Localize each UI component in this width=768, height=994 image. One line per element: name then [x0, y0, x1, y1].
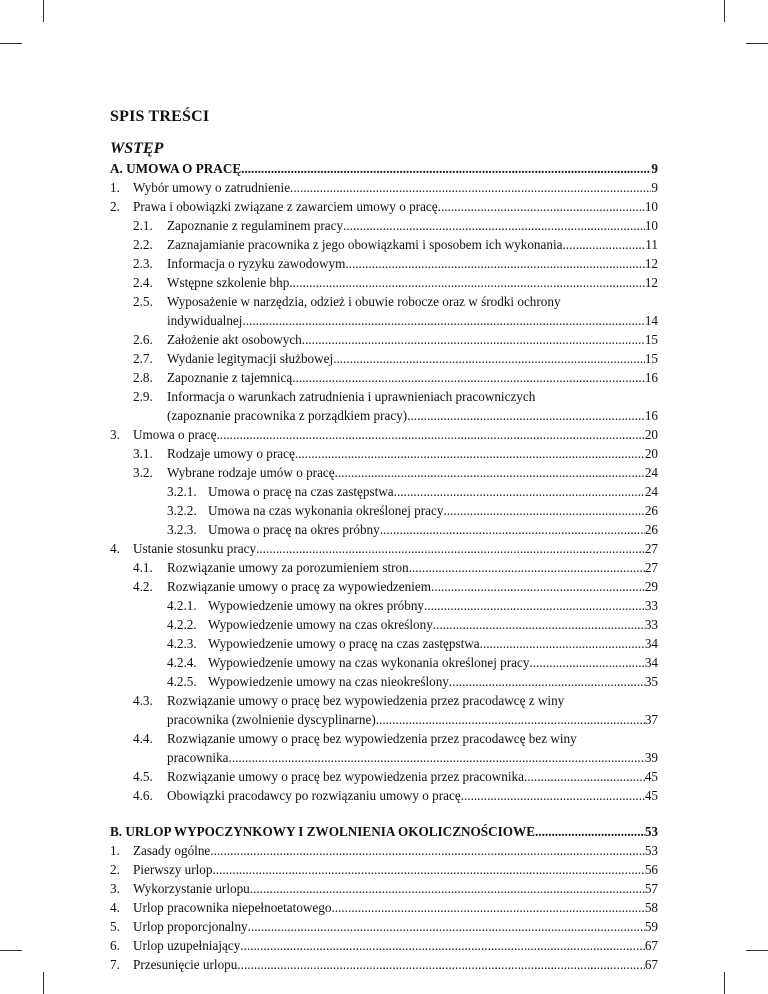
dot-leader — [524, 767, 645, 786]
entry-number: 3.2.1. — [167, 484, 197, 499]
entry-number: 2. — [110, 199, 120, 214]
toc-entry — [110, 178, 658, 197]
toc-entry-continuation — [110, 311, 658, 330]
toc-entry — [110, 387, 658, 406]
toc-entry — [110, 955, 658, 974]
entry-label: Rozwiązanie umowy o pracę bez wypowiedzenia przez pracownika — [167, 769, 524, 784]
page-number: 10 — [644, 218, 658, 233]
toc-entry — [110, 615, 658, 634]
dot-leader — [480, 634, 645, 653]
page-number: 37 — [644, 712, 658, 727]
page-number: 27 — [644, 541, 658, 556]
entry-number: 4. — [110, 900, 120, 915]
page-number: 9 — [651, 161, 658, 176]
entry-number: 4.2. — [133, 579, 153, 594]
entry-number: 1. — [110, 180, 120, 195]
page-number: 20 — [644, 446, 658, 461]
dot-leader — [335, 463, 645, 482]
entry-number: 2.3. — [133, 256, 153, 271]
page-number: 24 — [644, 465, 658, 480]
dot-leader — [443, 501, 644, 520]
page-number: 39 — [644, 750, 658, 765]
entry-number: 4.2.4. — [167, 655, 197, 670]
entry-number: 3.1. — [133, 446, 153, 461]
toc-entry — [110, 596, 658, 615]
dot-leader — [535, 822, 645, 841]
toc-entry — [110, 653, 658, 672]
crop-mark — [43, 0, 44, 22]
page-number: 45 — [644, 769, 658, 784]
dot-leader — [433, 615, 645, 634]
page-number: 58 — [644, 900, 658, 915]
toc-entry — [110, 860, 658, 879]
entry-label: indywidualnej — [167, 313, 243, 328]
entry-number: 4.5. — [133, 769, 153, 784]
toc-entry — [110, 482, 658, 501]
toc-entry — [110, 444, 658, 463]
entry-number: 3. — [110, 427, 120, 442]
page-number: 33 — [644, 598, 658, 613]
page-number: 45 — [644, 788, 658, 803]
entry-number: 2.9. — [133, 389, 153, 404]
entry-number: 4.4. — [133, 731, 153, 746]
toc-entry-continuation — [110, 748, 658, 767]
entry-label: Rozwiązanie umowy za porozumieniem stron — [167, 560, 409, 575]
entry-label: pracownika (zwolnienie dyscyplinarne) — [167, 712, 376, 727]
entry-label: Zapoznanie z tajemnicą — [167, 370, 293, 385]
dot-leader — [250, 879, 645, 898]
entry-label: Umowa o pracę na czas zastępstwa — [208, 484, 394, 499]
dot-leader — [438, 197, 645, 216]
entry-number: 4. — [110, 541, 120, 556]
page-number: 24 — [644, 484, 658, 499]
entry-label: Wypowiedzenie umowy o pracę na czas zastępstwa — [208, 636, 480, 651]
toc-entry — [110, 463, 658, 482]
entry-label: Wyposażenie w narzędzia, odzież i obuwie robocze oraz w środki ochrony — [167, 294, 561, 309]
page-number: 16 — [644, 408, 658, 423]
crop-mark — [724, 972, 725, 994]
toc-section-heading — [110, 822, 658, 841]
entry-label: Umowa o pracę — [133, 427, 217, 442]
entry-label: Wstępne szkolenie bhp — [167, 275, 290, 290]
toc-entry — [110, 841, 658, 860]
entry-number: 2.7. — [133, 351, 153, 366]
dot-leader — [237, 955, 644, 974]
dot-leader — [290, 178, 651, 197]
page-number: 34 — [644, 636, 658, 651]
dot-leader — [376, 710, 645, 729]
entry-label: Urlop pracownika niepełnoetatowego — [133, 900, 332, 915]
toc-heading: SPIS TREŚCI — [110, 108, 210, 125]
entry-number: 2.6. — [133, 332, 153, 347]
page-number: 10 — [644, 199, 658, 214]
entry-label: (zapoznanie pracownika z porządkiem pracy) — [167, 408, 408, 423]
toc-entry — [110, 539, 658, 558]
entry-number: 5. — [110, 919, 120, 934]
page-number: 59 — [644, 919, 658, 934]
dot-leader — [407, 406, 645, 425]
entry-number: 3.2. — [133, 465, 153, 480]
page-number: 27 — [644, 560, 658, 575]
dot-leader — [295, 444, 645, 463]
entry-label: Ustanie stosunku pracy — [133, 541, 257, 556]
toc-entry — [110, 729, 658, 748]
section-title: B. URLOP WYPOCZYNKOWY I ZWOLNIENIA OKOLICZNOŚCIOWE — [110, 824, 535, 839]
crop-mark — [0, 43, 22, 44]
section-title: A. UMOWA O PRACĘ — [110, 161, 242, 176]
entry-label: Założenie akt osobowych — [167, 332, 302, 347]
entry-label: Przesunięcie urlopu — [133, 957, 238, 972]
entry-number: 2.4. — [133, 275, 153, 290]
toc-entry — [110, 501, 658, 520]
page-number: 53 — [644, 824, 658, 839]
toc-entry — [110, 235, 658, 254]
crop-mark — [724, 0, 725, 22]
entry-label: Rozwiązanie umowy o pracę bez wypowiedzenia przez pracodawcę z winy — [167, 693, 565, 708]
entry-label: Rozwiązanie umowy o pracę za wypowiedzeniem — [167, 579, 432, 594]
entry-label: Prawa i obowiązki związane z zawarciem umowy o pracę — [133, 199, 438, 214]
toc-entry — [110, 330, 658, 349]
toc-entry — [110, 936, 658, 955]
dot-leader — [331, 898, 644, 917]
toc-entry — [110, 254, 658, 273]
dot-leader — [212, 860, 644, 879]
dot-leader — [449, 672, 645, 691]
dot-leader — [461, 786, 645, 805]
dot-leader — [394, 482, 645, 501]
page-number: 33 — [644, 617, 658, 632]
entry-label: Rozwiązanie umowy o pracę bez wypowiedzenia przez pracodawcę bez winy — [167, 731, 577, 746]
page-number: 67 — [644, 957, 658, 972]
page-number: 9 — [651, 180, 658, 195]
entry-label: Informacja o warunkach zatrudnienia i uprawnieniach pracowniczych — [167, 389, 536, 404]
entry-label: Umowa na czas wykonania określonej pracy — [208, 503, 444, 518]
toc-entry — [110, 197, 658, 216]
entry-number: 4.2.3. — [167, 636, 197, 651]
dot-leader — [256, 539, 645, 558]
dot-leader — [289, 273, 644, 292]
entry-label: Wypowiedzenie umowy na czas wykonania określonej pracy — [208, 655, 530, 670]
toc-entry — [110, 558, 658, 577]
entry-number: 1. — [110, 843, 120, 858]
entry-label: Urlop proporcjonalny — [133, 919, 248, 934]
page-number: 34 — [644, 655, 658, 670]
entry-number: 3.2.2. — [167, 503, 197, 518]
page-number: 12 — [644, 256, 658, 271]
entry-label: Wypowiedzenie umowy na okres próbny — [208, 598, 425, 613]
toc-entry — [110, 672, 658, 691]
toc-entry — [110, 767, 658, 786]
toc-entry — [110, 273, 658, 292]
dot-leader — [302, 330, 645, 349]
entry-number: 2.1. — [133, 218, 153, 233]
page-number: 14 — [644, 313, 658, 328]
page-number: 12 — [644, 275, 658, 290]
entry-label: Urlop uzupełniający — [133, 938, 241, 953]
page-number: 11 — [645, 237, 658, 252]
dot-leader — [563, 235, 646, 254]
toc-entry — [110, 425, 658, 444]
crop-mark — [43, 972, 44, 994]
page-number: 26 — [644, 503, 658, 518]
page-number: 57 — [644, 881, 658, 896]
dot-leader — [242, 311, 644, 330]
page-number: 35 — [644, 674, 658, 689]
entry-number: 6. — [110, 938, 120, 953]
entry-number: 3. — [110, 881, 120, 896]
toc-entry-continuation — [110, 406, 658, 425]
dot-leader — [431, 577, 645, 596]
crop-mark — [746, 950, 768, 951]
entry-number: 2. — [110, 862, 120, 877]
crop-mark — [0, 950, 22, 951]
entry-label: Informacja o ryzyku zawodowym — [167, 256, 346, 271]
entry-number: 2.5. — [133, 294, 153, 309]
dot-leader — [380, 520, 645, 539]
entry-number: 4.3. — [133, 693, 153, 708]
entry-label: Umowa o pracę na okres próbny — [208, 522, 380, 537]
entry-number: 2.2. — [133, 237, 153, 252]
toc-entry — [110, 520, 658, 539]
toc-entry — [110, 786, 658, 805]
page-number: 29 — [644, 579, 658, 594]
entry-label: Rodzaje umowy o pracę — [167, 446, 295, 461]
entry-label: Zasady ogólne — [133, 843, 211, 858]
page-number: 15 — [644, 351, 658, 366]
toc-entry — [110, 898, 658, 917]
page-number: 53 — [644, 843, 658, 858]
page-number: 67 — [644, 938, 658, 953]
toc-entry — [110, 577, 658, 596]
entry-label: Zaznajamianie pracownika z jego obowiązkami i sposobem ich wykonania — [167, 237, 563, 252]
toc-entry — [110, 292, 658, 311]
toc-entry — [110, 368, 658, 387]
entry-number: 2.8. — [133, 370, 153, 385]
toc-entry — [110, 216, 658, 235]
entry-label: Obowiązki pracodawcy po rozwiązaniu umowy o pracę — [167, 788, 461, 803]
dot-leader — [409, 558, 645, 577]
entry-label: Zapoznanie z regulaminem pracy — [167, 218, 344, 233]
intro-heading: WSTĘP — [110, 140, 164, 157]
entry-label: Wybrane rodzaje umów o pracę — [167, 465, 335, 480]
toc-entry — [110, 634, 658, 653]
toc-entry — [110, 691, 658, 710]
dot-leader — [240, 936, 645, 955]
table-of-contents — [110, 159, 658, 974]
entry-label: Wybór umowy o zatrudnienie — [133, 180, 291, 195]
entry-number: 3.2.3. — [167, 522, 197, 537]
page-number: 20 — [644, 427, 658, 442]
page-number: 56 — [644, 862, 658, 877]
entry-number: 7. — [110, 957, 120, 972]
entry-label: Pierwszy urlop — [133, 862, 213, 877]
entry-number: 4.1. — [133, 560, 153, 575]
entry-number: 4.6. — [133, 788, 153, 803]
dot-leader — [292, 368, 645, 387]
entry-number: 4.2.5. — [167, 674, 197, 689]
crop-mark — [746, 43, 768, 44]
dot-leader — [424, 596, 645, 615]
entry-label: pracownika — [167, 750, 229, 765]
toc-entry — [110, 349, 658, 368]
entry-label: Wypowiedzenie umowy na czas nieokreślony — [208, 674, 449, 689]
toc-entry-continuation — [110, 710, 658, 729]
dot-leader — [333, 349, 645, 368]
dot-leader — [345, 254, 644, 273]
entry-number: 4.2.2. — [167, 617, 197, 632]
dot-leader — [229, 748, 645, 767]
dot-leader — [216, 425, 644, 444]
entry-label: Wydanie legitymacji służbowej — [167, 351, 334, 366]
toc-entry — [110, 879, 658, 898]
toc-section-heading — [110, 159, 658, 178]
entry-number: 4.2.1. — [167, 598, 197, 613]
entry-label: Wykorzystanie urlopu — [133, 881, 250, 896]
section-spacer — [110, 805, 658, 822]
dot-leader — [529, 653, 644, 672]
dot-leader — [210, 841, 645, 860]
entry-label: Wypowiedzenie umowy na czas określony — [208, 617, 433, 632]
dot-leader — [241, 159, 651, 178]
toc-entry — [110, 917, 658, 936]
dot-leader — [343, 216, 645, 235]
page-number: 16 — [644, 370, 658, 385]
page-number: 15 — [644, 332, 658, 347]
page-number: 26 — [644, 522, 658, 537]
dot-leader — [248, 917, 645, 936]
